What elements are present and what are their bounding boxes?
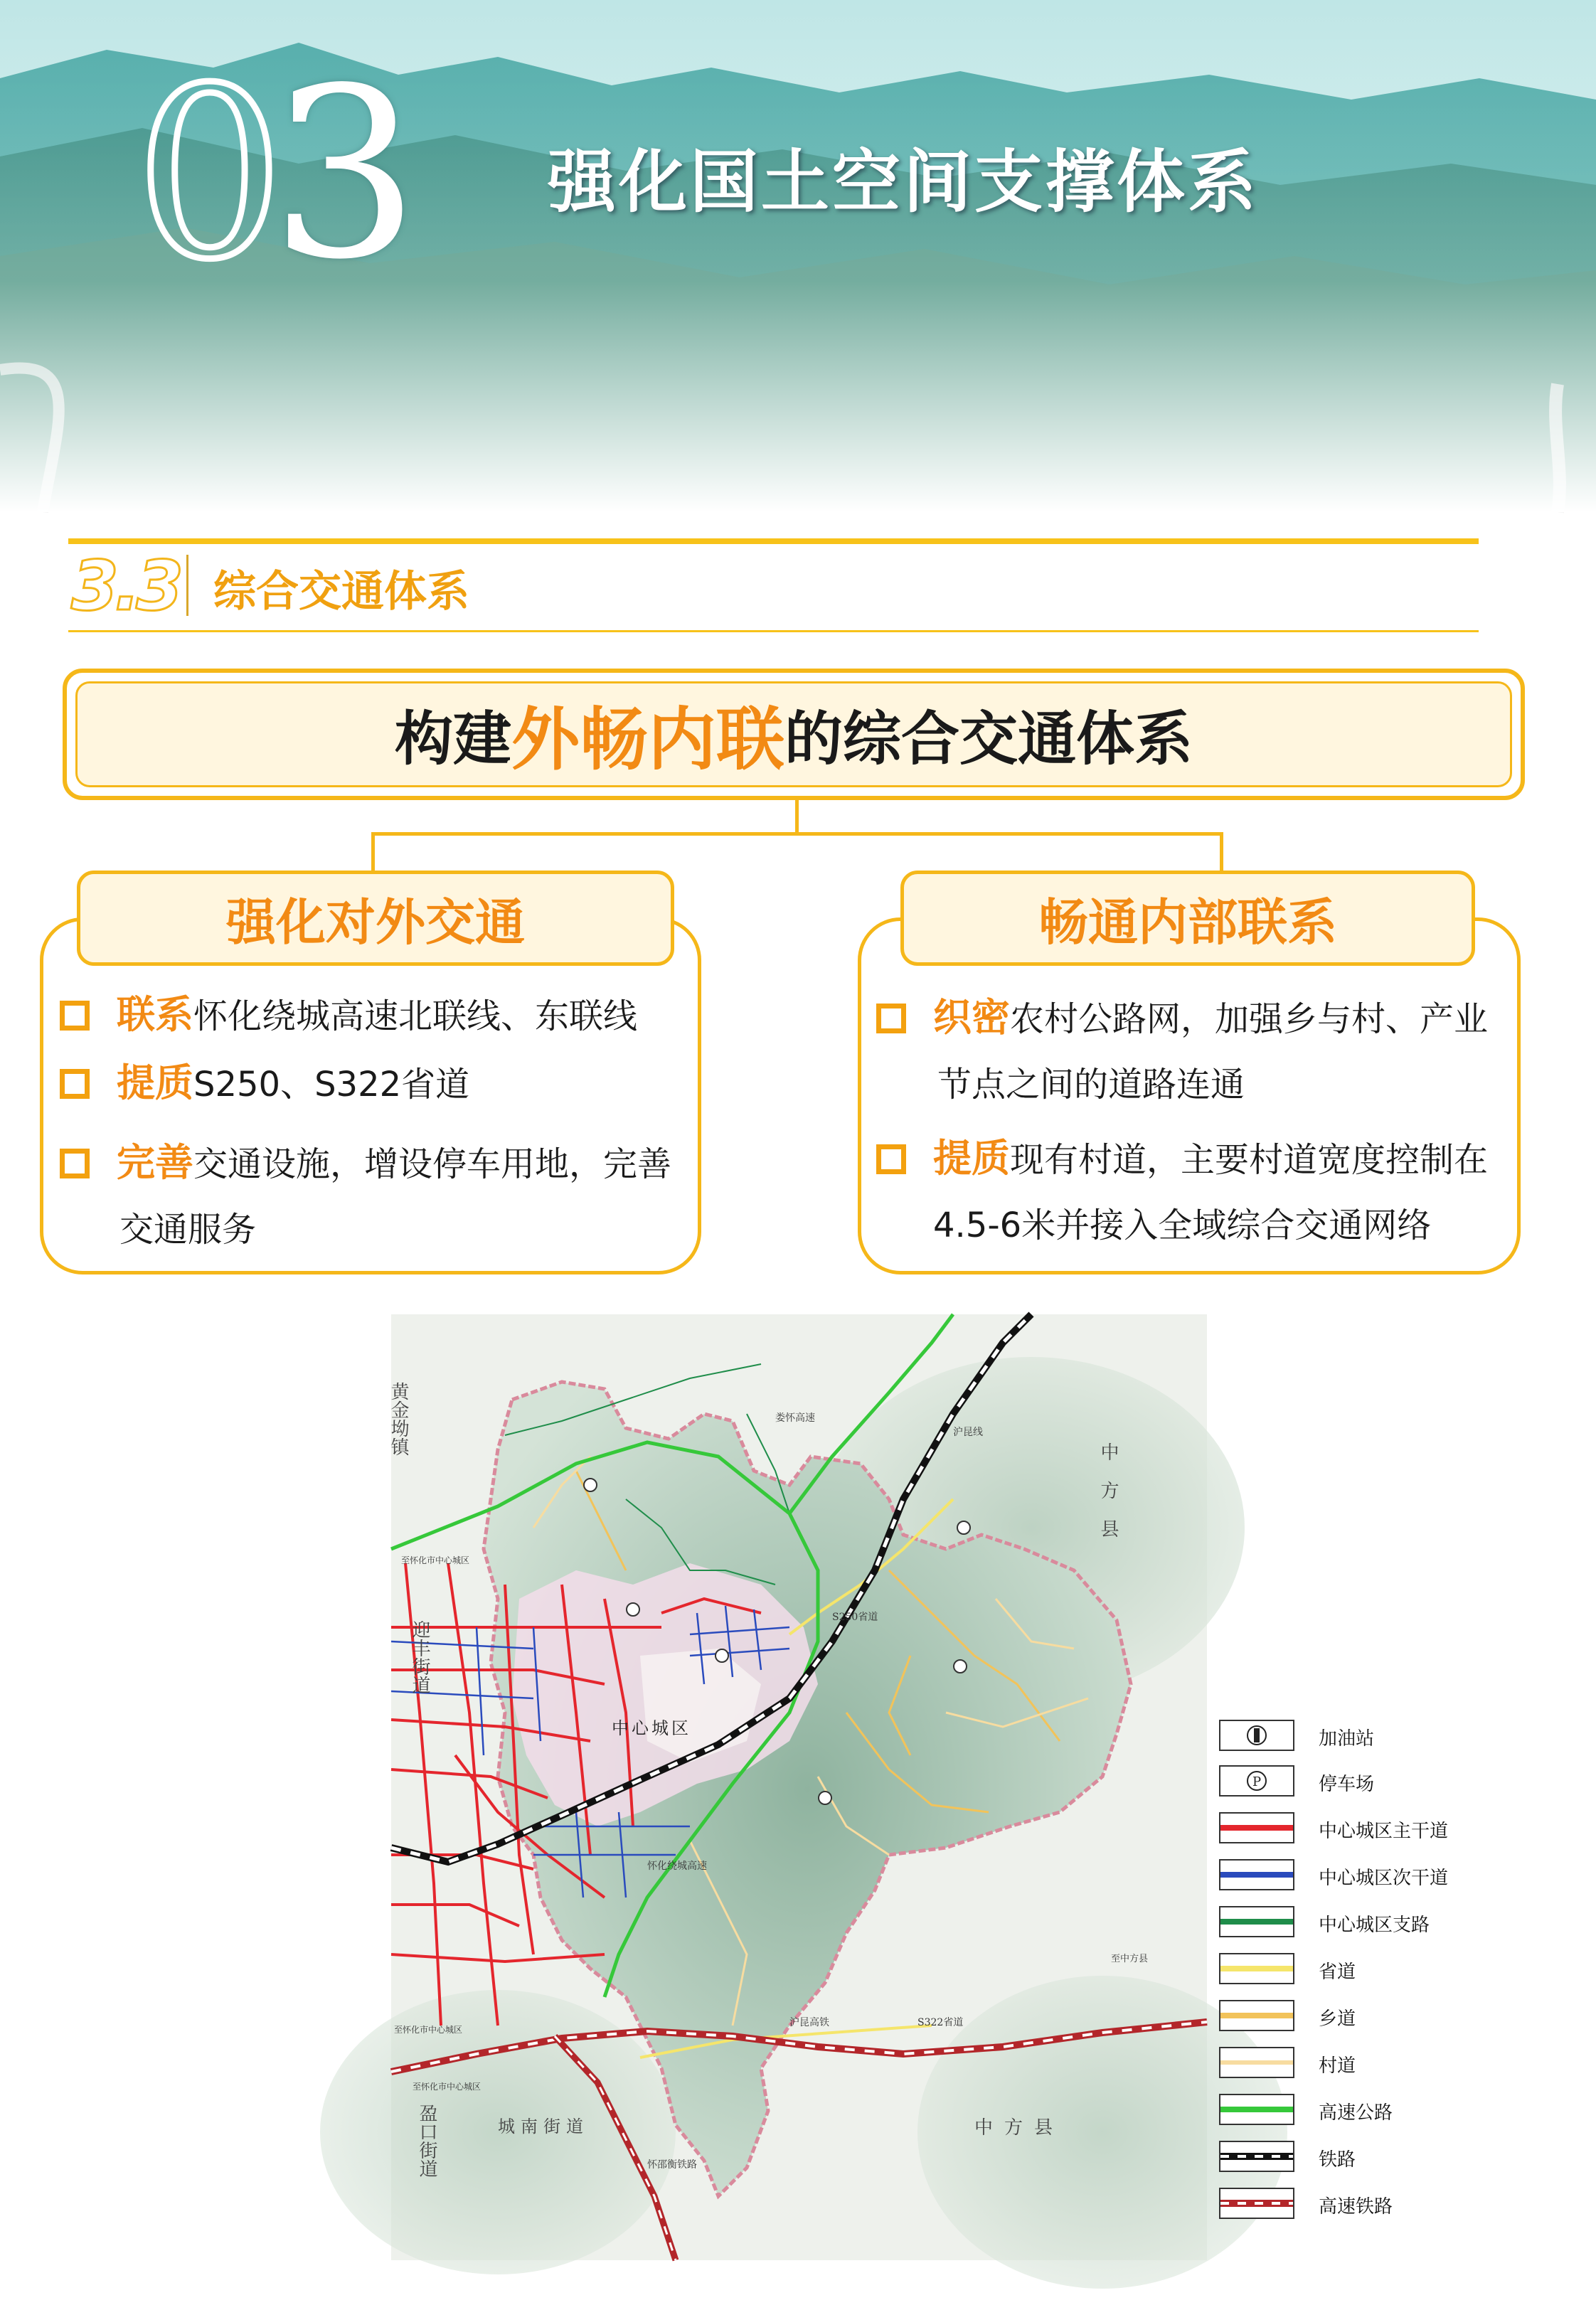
right-item-1-keyword: 织密 (933, 995, 1010, 1040)
map-road-label-railway-south: 怀邵衡铁路 (647, 2159, 697, 2171)
legend-label-village-road: 村道 (1319, 2055, 1356, 2077)
headline-suffix: 的综合交通体系 (784, 706, 1193, 773)
left-item-3-keyword: 完善 (117, 1140, 193, 1185)
map-road-label-s250: S250省道 (832, 1612, 878, 1623)
legend-label-expressway: 高速公路 (1319, 2102, 1393, 2124)
legend-item-township-road (1219, 2000, 1454, 2035)
checkbox-icon (876, 1144, 906, 1174)
left-item-3-continuation: 交通服务 (119, 1210, 257, 1250)
left-item-2 (60, 1050, 469, 1118)
map-road-label-to-huaihua-2: 至怀化市中心城区 (394, 2025, 463, 2035)
traffic-map (388, 1314, 1207, 2260)
internal-link-title: 畅通内部联系 (900, 871, 1475, 966)
section-title: 综合交通体系 (213, 567, 469, 617)
connector-right (1220, 832, 1223, 872)
map-road-label-to-huaihua-1: 至怀化市中心城区 (401, 1555, 470, 1565)
chapter-number (135, 38, 405, 311)
legend-label-city-secondary-road: 中心城区次干道 (1319, 1868, 1449, 1889)
legend-item-city-branch-road (1219, 1906, 1454, 1942)
right-item-2-text: 现有村道，主要村道宽度控制在 (1010, 1140, 1489, 1180)
right-item-1-continuation: 节点之间的道路连通 (937, 1065, 1245, 1105)
connector-horizontal (371, 832, 1223, 836)
chapter-number-digit-1: 0 (135, 38, 270, 311)
legend-symbol-railway (1219, 2141, 1294, 2172)
map-road-label-railway: 沪昆线 (953, 1427, 983, 1438)
right-item-1-text: 农村公路网，加强乡与村、产业 (1010, 999, 1489, 1039)
legend-item-provincial-road (1219, 1953, 1454, 1989)
section-rule-bottom (68, 630, 1479, 632)
map-road-label-expressway: 娄怀高速 (775, 1412, 815, 1424)
headline-prefix: 构建 (394, 706, 511, 773)
legend-symbol-gas (1219, 1720, 1294, 1751)
legend-item-city-secondary-road (1219, 1859, 1454, 1895)
legend-symbol-city-secondary-road (1219, 1859, 1294, 1890)
external-traffic-title: 强化对外交通 (77, 871, 674, 966)
legend-label-city-branch-road: 中心城区支路 (1319, 1915, 1430, 1936)
left-item-1-text: 怀化绕城高速北联线、东联线 (193, 996, 638, 1036)
legend-label-provincial-road: 省道 (1319, 1962, 1356, 1983)
railway-symbol (1220, 2142, 1293, 2171)
legend-label-parking: 停车场 (1319, 1774, 1375, 1795)
legend-symbol-village-road (1219, 2047, 1294, 2078)
gas-station-icon (1220, 1721, 1293, 1750)
right-item-2 (876, 1125, 1488, 1193)
legend-item-expressway (1219, 2094, 1454, 2129)
map-label-town-sw: 盈口街道 (416, 2104, 437, 2178)
legend-symbol-highspeed-rail (1219, 2188, 1294, 2219)
left-item-2-keyword: 提质 (117, 1060, 193, 1105)
legend-label-city-main-road: 中心城区主干道 (1319, 1821, 1449, 1842)
legend-label-gas: 加油站 (1319, 1728, 1375, 1750)
map-road-label-ring: 怀化绕城高速 (647, 1861, 707, 1872)
connector-vertical-main (795, 800, 799, 834)
headline-highlight: 外畅内联 (511, 700, 784, 779)
legend-item-highspeed-rail (1219, 2188, 1454, 2223)
map-label-county-se: 中方县 (974, 2117, 1065, 2139)
left-item-2-text: S250、S322省道 (193, 1065, 470, 1105)
legend-label-township-road: 乡道 (1319, 2008, 1356, 2030)
right-item-1 (876, 984, 1488, 1053)
section-number: 3.3 (71, 546, 180, 626)
headline-box (63, 669, 1525, 800)
section-divider (186, 555, 188, 616)
legend-symbol-city-main-road (1219, 1812, 1294, 1843)
legend-item-gas-station (1219, 1720, 1454, 1755)
checkbox-icon (60, 1001, 90, 1031)
map-label-town-west: 迎丰街道 (409, 1620, 430, 1694)
header-banner (0, 0, 1596, 512)
map-label-center: 中心城区 (612, 1718, 691, 1738)
map-road-label-hsr: 沪昆高铁 (789, 2017, 829, 2028)
checkbox-icon (876, 1004, 906, 1033)
map-road-label-to-huaihua-3: 至怀化市中心城区 (413, 2082, 482, 2092)
right-item-2-keyword: 提质 (933, 1136, 1010, 1181)
map-road-label-s322: S322省道 (917, 2017, 964, 2028)
map-road-label-to-zhongfang: 至中方县 (1111, 1954, 1149, 1964)
connector-left (371, 832, 375, 872)
left-item-1-keyword: 联系 (117, 992, 193, 1037)
traffic-map-canvas (388, 1314, 1207, 2260)
left-item-1 (60, 981, 637, 1050)
legend-symbol-city-branch-road (1219, 1906, 1294, 1937)
chapter-number-digit-2: 3 (270, 38, 405, 311)
legend-item-railway (1219, 2141, 1454, 2176)
section-rule-top (68, 538, 1479, 544)
legend-symbol-township-road (1219, 2000, 1294, 2031)
checkbox-icon (60, 1069, 90, 1099)
map-label-town-south: 城南街道 (498, 2117, 589, 2136)
legend-label-highspeed-rail: 高速铁路 (1319, 2196, 1393, 2218)
right-item-2-continuation: 4.5-6米并接入全域综合交通网络 (933, 1205, 1432, 1245)
left-item-3-text: 交通设施，增设停车用地，完善 (193, 1144, 672, 1184)
legend-item-village-road (1219, 2047, 1454, 2082)
legend-label-railway: 铁路 (1319, 2149, 1356, 2171)
legend-item-parking (1219, 1765, 1454, 1801)
svg-text:P: P (1252, 1774, 1262, 1789)
checkbox-icon (60, 1149, 90, 1178)
chapter-title: 强化国土空间支撑体系 (548, 142, 1259, 222)
left-item-3 (60, 1129, 671, 1198)
legend-item-city-main-road (1219, 1812, 1454, 1848)
map-label-county-east: 中方县 (1097, 1442, 1119, 1558)
highspeed-rail-symbol (1220, 2189, 1293, 2218)
legend-symbol-expressway (1219, 2094, 1294, 2125)
headline-text (75, 681, 1512, 787)
map-label-town-nw: 黄金坳镇 (388, 1382, 409, 1456)
legend-symbol-parking (1219, 1765, 1294, 1797)
legend-symbol-provincial-road (1219, 1953, 1294, 1984)
parking-icon (1220, 1767, 1293, 1795)
